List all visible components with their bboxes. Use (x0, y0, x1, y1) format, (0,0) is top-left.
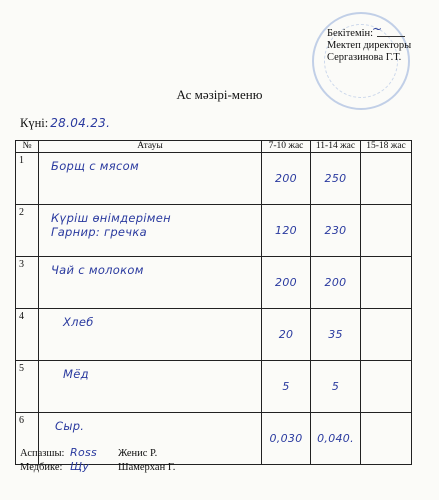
nurse-label: Медбике: (20, 462, 63, 473)
portion-15-18 (361, 413, 412, 465)
portion-7-10: 5 (262, 361, 311, 413)
table-row (16, 361, 412, 413)
date-row (20, 116, 110, 131)
table-row (16, 153, 412, 205)
portion-7-10: 120 (262, 205, 311, 257)
dish-line: Чай с молоком (51, 263, 144, 277)
dish-line: Мёд (63, 367, 89, 381)
header-age-7-10: 7-10 жас (262, 141, 311, 153)
portion-15-18 (361, 309, 412, 361)
portion-11-14: 5 (311, 361, 361, 413)
table-row (16, 257, 412, 309)
header-age-11-14: 11-14 жас (311, 141, 361, 153)
table-row (16, 309, 412, 361)
dish-name (39, 309, 262, 361)
portion-15-18 (361, 205, 412, 257)
menu-table (15, 140, 412, 465)
portion-7-10: 0,030 (262, 413, 311, 465)
portion-7-10: 200 (262, 257, 311, 309)
dish-name (39, 153, 262, 205)
header-num: № (16, 141, 39, 153)
portion-15-18 (361, 257, 412, 309)
portion-11-14: 35 (311, 309, 361, 361)
portion-11-14: 250 (311, 153, 361, 205)
approval-line-3: Сергазинова Г.Т. (327, 52, 402, 63)
dish-line: Күріш өнімдерімен (51, 211, 171, 225)
portion-11-14: 230 (311, 205, 361, 257)
table-row (16, 205, 412, 257)
director-signature: ~ (372, 22, 383, 36)
dish-line: Сыр. (55, 419, 85, 433)
dish-line: Гарнир: гречка (51, 225, 147, 239)
row-number: 4 (16, 309, 39, 361)
portion-7-10: 200 (262, 153, 311, 205)
cook-label: Аспазшы: (20, 448, 65, 459)
dish-line: Хлеб (63, 315, 94, 329)
portion-11-14: 0,040. (311, 413, 361, 465)
header-name: Атауы (39, 141, 262, 153)
table-header-row (16, 141, 412, 153)
dish-line: Борщ с мясом (51, 159, 139, 173)
page-title: Ас мәзірі-меню (176, 87, 263, 102)
nurse-name: Шамерхан Г. (118, 462, 176, 473)
portion-15-18 (361, 361, 412, 413)
nurse-line (20, 460, 175, 473)
date-value: 28.04.23. (50, 116, 111, 130)
portion-15-18 (361, 153, 412, 205)
row-number: 5 (16, 361, 39, 413)
row-number: 6 (16, 413, 39, 465)
dish-name (39, 257, 262, 309)
date-label: Күні: (20, 116, 49, 130)
approval-line-2: Мектеп директоры (327, 40, 412, 51)
portion-11-14: 200 (311, 257, 361, 309)
row-number: 3 (16, 257, 39, 309)
cook-name: Женис Р. (118, 448, 158, 459)
row-number: 2 (16, 205, 39, 257)
nurse-signature: Щy (70, 460, 90, 473)
approval-line-1: Бекітемін: (327, 28, 411, 40)
dish-name (39, 361, 262, 413)
cook-signature: Ross (70, 446, 98, 459)
dish-name (39, 205, 262, 257)
portion-7-10: 20 (262, 309, 311, 361)
cook-line (20, 446, 157, 459)
row-number: 1 (16, 153, 39, 205)
approval-block (327, 28, 411, 64)
header-age-15-18: 15-18 жас (361, 141, 412, 153)
